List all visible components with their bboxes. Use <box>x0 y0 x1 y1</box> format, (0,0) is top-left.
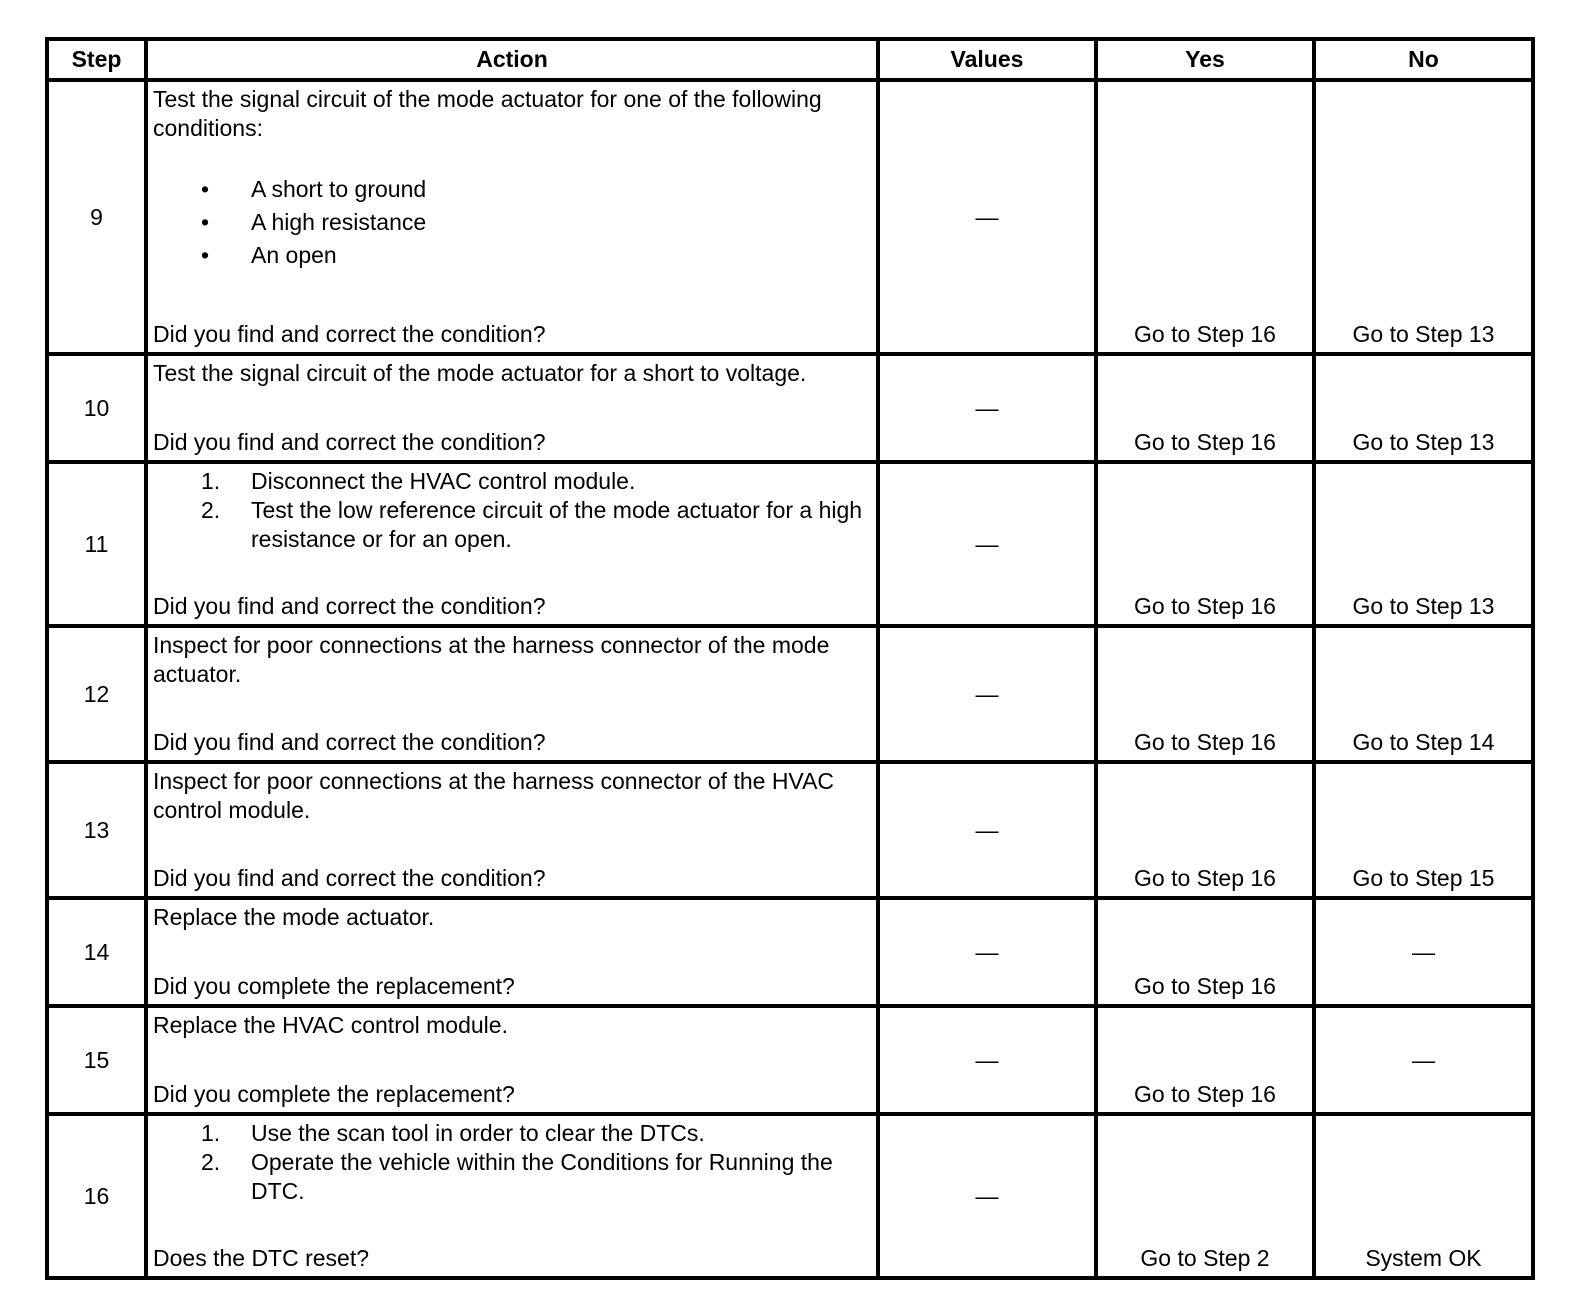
step-number: 15 <box>47 1006 146 1114</box>
action-question: Did you find and correct the condition? <box>153 429 546 455</box>
values-cell: — <box>878 354 1096 462</box>
action-question: Did you complete the replacement? <box>153 973 515 999</box>
action-cell <box>146 762 878 898</box>
no-cell: Go to Step 13 <box>1314 462 1533 626</box>
list-item: • An open <box>153 239 870 272</box>
action-cell <box>146 80 878 354</box>
action-text: Inspect for poor connections at the harness connector of the HVAC control module. <box>153 768 835 823</box>
table-row-step-15 <box>47 1006 1533 1114</box>
list-item: • A short to ground <box>153 173 870 206</box>
action-question: Did you complete the replacement? <box>153 1081 515 1107</box>
action-question: Did you find and correct the condition? <box>153 865 546 891</box>
yes-cell: Go to Step 16 <box>1096 354 1314 462</box>
action-text: Test the signal circuit of the mode actuator for one of the following conditions: <box>153 86 822 141</box>
action-cell <box>146 462 878 626</box>
no-cell: System OK <box>1314 1114 1533 1278</box>
values-cell: — <box>878 462 1096 626</box>
action-question: Did you find and correct the condition? <box>153 729 546 755</box>
table-row-step-13 <box>47 762 1533 898</box>
diagnostic-table <box>45 37 1535 1280</box>
yes-cell: Go to Step 16 <box>1096 762 1314 898</box>
action-text: Replace the HVAC control module. <box>153 1012 508 1038</box>
step-number: 13 <box>47 762 146 898</box>
procedure-list <box>153 1119 870 1206</box>
no-cell: Go to Step 13 <box>1314 80 1533 354</box>
condition-list <box>153 173 870 272</box>
no-cell: Go to Step 14 <box>1314 626 1533 762</box>
bullet-icon: • <box>201 242 210 268</box>
yes-cell: Go to Step 16 <box>1096 626 1314 762</box>
list-item: • A high resistance <box>153 206 870 239</box>
table-row-step-11 <box>47 462 1533 626</box>
header-action: Action <box>146 39 878 80</box>
action-cell <box>146 898 878 1006</box>
action-question: Did you find and correct the condition? <box>153 593 546 619</box>
procedure-list <box>153 467 870 554</box>
table-row-step-10 <box>47 354 1533 462</box>
table-row-step-12 <box>47 626 1533 762</box>
no-cell: Go to Step 15 <box>1314 762 1533 898</box>
bullet-icon: • <box>201 176 210 202</box>
table-row-step-16 <box>47 1114 1533 1278</box>
step-number: 12 <box>47 626 146 762</box>
yes-cell: Go to Step 16 <box>1096 898 1314 1006</box>
table-row-step-14 <box>47 898 1533 1006</box>
list-item: 1. Disconnect the HVAC control module. <box>201 468 636 494</box>
list-item: 1. Use the scan tool in order to clear the DTCs. <box>201 1120 705 1146</box>
step-number: 9 <box>47 80 146 354</box>
values-cell: — <box>878 1006 1096 1114</box>
values-cell: — <box>878 1114 1096 1278</box>
header-step: Step <box>47 39 146 80</box>
list-item: 2. Operate the vehicle within the Conditions for Running the DTC. <box>201 1149 833 1204</box>
action-cell <box>146 1114 878 1278</box>
action-cell <box>146 1006 878 1114</box>
table-row-step-9 <box>47 80 1533 354</box>
action-text: Test the signal circuit of the mode actuator for a short to voltage. <box>153 360 807 386</box>
values-cell: — <box>878 898 1096 1006</box>
step-number: 10 <box>47 354 146 462</box>
yes-cell: Go to Step 2 <box>1096 1114 1314 1278</box>
step-number: 16 <box>47 1114 146 1278</box>
action-cell <box>146 626 878 762</box>
header-no: No <box>1314 39 1533 80</box>
yes-cell: Go to Step 16 <box>1096 462 1314 626</box>
no-cell: — <box>1314 898 1533 1006</box>
header-yes: Yes <box>1096 39 1314 80</box>
values-cell: — <box>878 80 1096 354</box>
values-cell: — <box>878 762 1096 898</box>
step-number: 11 <box>47 462 146 626</box>
list-item: 2. Test the low reference circuit of the mode actuator for a high resistance or for an open. <box>201 497 863 552</box>
yes-cell: Go to Step 16 <box>1096 80 1314 354</box>
action-text: Replace the mode actuator. <box>153 904 435 930</box>
action-cell <box>146 354 878 462</box>
action-question: Did you find and correct the condition? <box>153 321 546 347</box>
no-cell: — <box>1314 1006 1533 1114</box>
action-question: Does the DTC reset? <box>153 1245 370 1271</box>
bullet-icon: • <box>201 209 210 235</box>
values-cell: — <box>878 626 1096 762</box>
step-number: 14 <box>47 898 146 1006</box>
action-text: Inspect for poor connections at the harness connector of the mode actuator. <box>153 632 830 687</box>
yes-cell: Go to Step 16 <box>1096 1006 1314 1114</box>
no-cell: Go to Step 13 <box>1314 354 1533 462</box>
header-row <box>47 39 1533 80</box>
header-values: Values <box>878 39 1096 80</box>
